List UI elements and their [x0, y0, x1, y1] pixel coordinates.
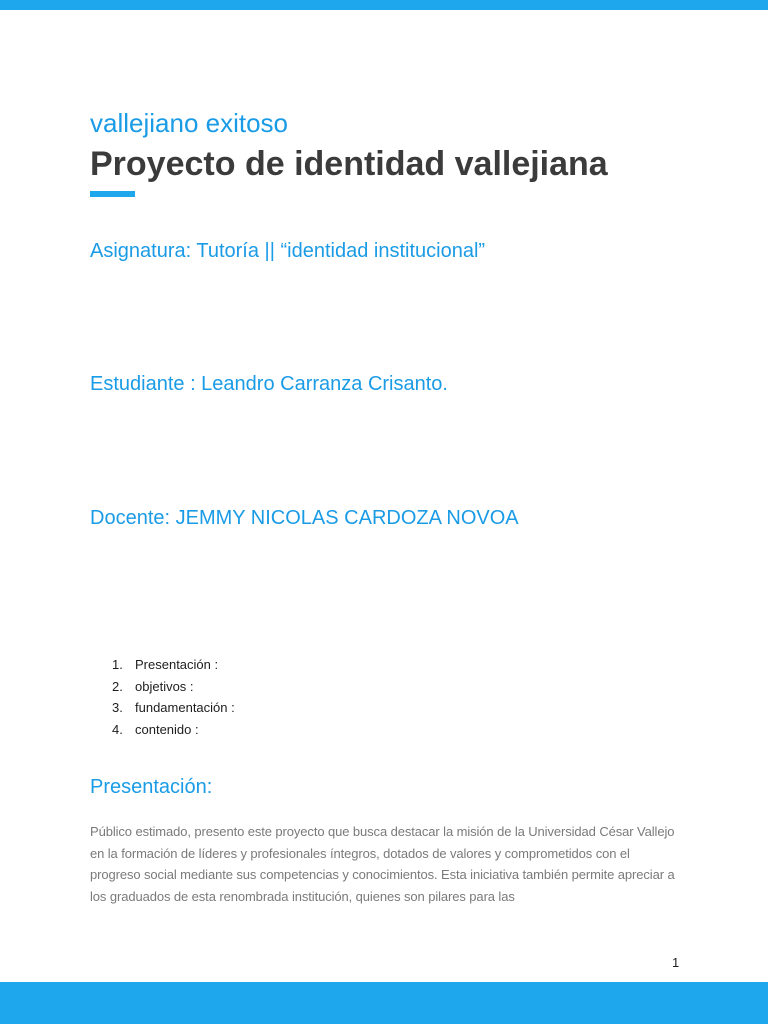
toc-item — [112, 721, 235, 743]
toc-item — [112, 656, 235, 678]
table-of-contents — [112, 656, 235, 742]
toc-item-number: 3. — [112, 700, 123, 715]
asignatura-line: Asignatura: Tutoría || “identidad institucional” — [90, 240, 486, 262]
toc-item-number: 4. — [112, 721, 123, 737]
estudiante-line: Estudiante : Leandro Carranza Crisanto. — [90, 373, 448, 395]
toc-item-number: 2. — [112, 678, 123, 694]
bottom-accent-bar — [0, 982, 768, 1024]
docente-line: Docente: JEMMY NICOLAS CARDOZA NOVOA — [90, 507, 519, 529]
toc-item-label: fundamentación : — [135, 700, 235, 715]
toc-item-label: contenido : — [135, 721, 199, 737]
presentacion-paragraph: Público estimado, presento este proyecto que busca destacar la misión de la Universidad César Vallejo en la formación de líderes y profesionales íntegros, dotados de valores y comprometidos con el progreso social mediante sus competencias y conocimientos. Esta iniciativa también permite apreciar a los graduados de esta renombrada institución, quienes son pilares para las — [90, 824, 675, 904]
toc-item — [112, 678, 235, 700]
presentacion-heading: Presentación: — [90, 776, 213, 798]
document-title: Proyecto de identidad vallejiana — [90, 145, 608, 183]
toc-item-label: objetivos : — [135, 678, 194, 694]
title-underline — [90, 191, 135, 197]
top-accent-bar — [0, 0, 768, 10]
toc-item-label: Presentación : — [135, 657, 219, 672]
document-subtitle: vallejiano exitoso — [90, 108, 289, 138]
page-number: 1 — [672, 955, 680, 970]
toc-item-number: 1. — [112, 657, 123, 672]
toc-item — [112, 699, 235, 721]
